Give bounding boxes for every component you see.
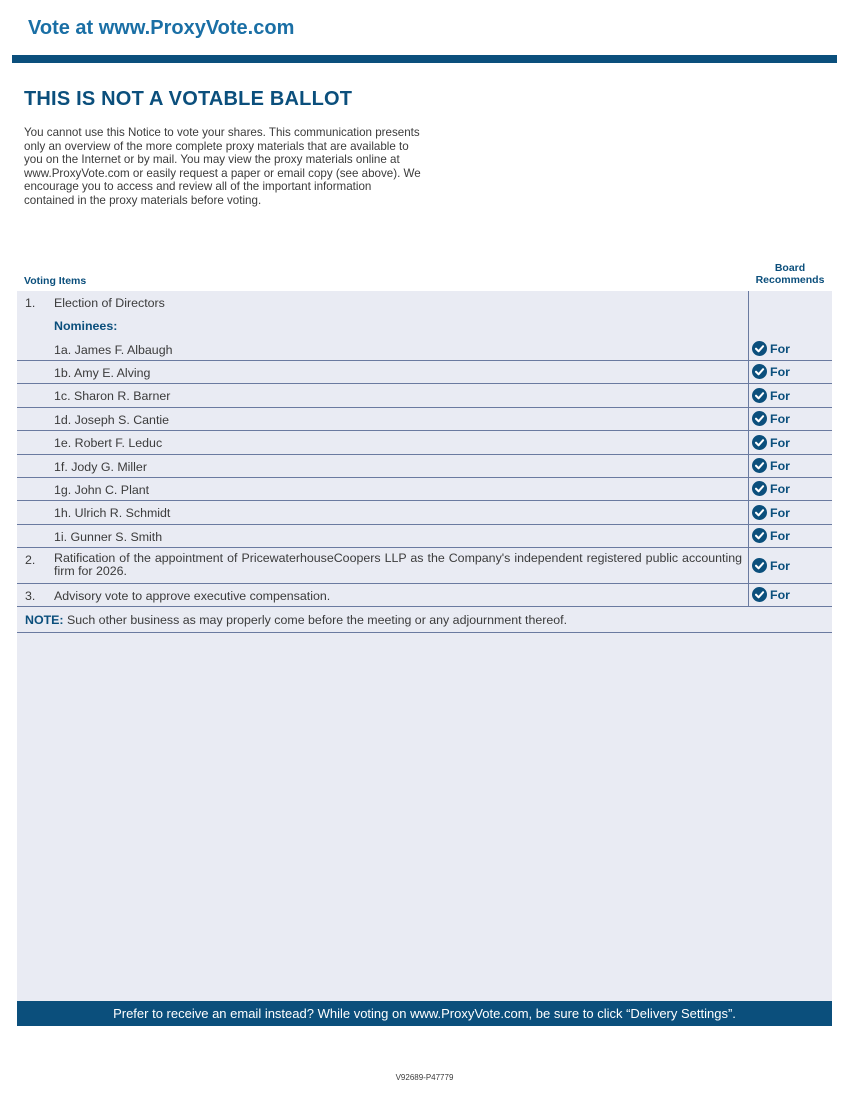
item-number: 1.	[25, 296, 36, 310]
voting-items-header: Voting Items	[24, 275, 87, 287]
recommendation-label: For	[770, 435, 790, 450]
nominee-row	[17, 455, 832, 478]
proposal-number: 3.	[25, 589, 36, 603]
recommendation-label: For	[770, 505, 790, 520]
email-delivery-banner: Prefer to receive an email instead? While voting on www.ProxyVote.com, be sure to click “Delivery Settings”.	[17, 1001, 832, 1026]
check-circle-icon	[752, 558, 767, 573]
check-circle-icon	[752, 364, 767, 379]
note-text	[25, 613, 567, 627]
recommendation	[752, 364, 790, 379]
recommendation	[752, 481, 790, 496]
nominee-name: 1f. Jody G. Miller	[54, 460, 147, 474]
recommendation	[752, 528, 790, 543]
check-circle-icon	[752, 481, 767, 496]
check-circle-icon	[752, 458, 767, 473]
nominee-row	[17, 478, 832, 501]
recommendation	[752, 411, 790, 426]
check-circle-icon	[752, 505, 767, 520]
recommendation	[752, 341, 790, 356]
document-code: V92689-P47779	[395, 1073, 454, 1082]
proposal-row	[17, 548, 832, 584]
note-body: Such other business as may properly come before the meeting or any adjournment thereof.	[63, 613, 568, 627]
recommendation	[752, 458, 790, 473]
recommendation-label: For	[770, 587, 790, 602]
proposal-row	[17, 584, 832, 607]
nominee-name: 1e. Robert F. Leduc	[54, 436, 163, 450]
board-recommends-header	[749, 262, 831, 286]
voting-items-panel	[17, 291, 832, 1026]
note-row	[17, 607, 832, 633]
board-header-line1: Board	[774, 262, 806, 274]
check-circle-icon	[752, 528, 767, 543]
recommendation-label: For	[770, 364, 790, 379]
nominee-name: 1g. John C. Plant	[54, 483, 150, 497]
check-circle-icon	[752, 388, 767, 403]
item-text: Election of Directors	[54, 296, 165, 310]
proposal-number: 2.	[25, 553, 36, 567]
recommendation-label: For	[770, 388, 790, 403]
nominee-name: 1c. Sharon R. Barner	[54, 389, 171, 403]
nominee-name: 1d. Joseph S. Cantie	[54, 413, 170, 427]
header-title: Vote at www.ProxyVote.com	[28, 17, 295, 39]
nominee-row	[17, 431, 832, 455]
recommendation	[752, 435, 790, 450]
nominee-row	[17, 384, 832, 408]
recommendation	[752, 505, 790, 520]
header-divider	[12, 55, 837, 63]
recommendation	[752, 587, 790, 602]
recommendation-label: For	[770, 558, 790, 573]
board-header-line2: Recommends	[755, 274, 825, 286]
recommendation	[752, 388, 790, 403]
check-circle-icon	[752, 411, 767, 426]
recommendation-label: For	[770, 481, 790, 496]
ballot-title: THIS IS NOT A VOTABLE BALLOT	[24, 88, 353, 110]
recommendation-label: For	[770, 411, 790, 426]
proposal-text: Advisory vote to approve executive compensation.	[54, 589, 331, 603]
nominee-row	[17, 525, 832, 548]
recommendation-label: For	[770, 458, 790, 473]
nominee-row	[17, 408, 832, 431]
recommendation-label: For	[770, 528, 790, 543]
check-circle-icon	[752, 435, 767, 450]
proposal-text: Ratification of the appointment of PricewaterhouseCoopers LLP as the Company's independent registered public accounting firm for 2026.	[54, 551, 742, 578]
note-label: NOTE:	[25, 613, 64, 627]
nominees-label: Nominees:	[54, 319, 118, 333]
nominee-row	[17, 361, 832, 384]
nominee-name: 1i. Gunner S. Smith	[54, 530, 163, 544]
nominee-name: 1a. James F. Albaugh	[54, 343, 173, 357]
intro-paragraph: You cannot use this Notice to vote your shares. This communication presents only an overview of the more complete proxy materials that are available to you on the Internet or by mail. You may view the proxy materials online at www.ProxyVote.com or easily request a paper or email copy (see above). We encourage you to access and review all of the important information contained in the proxy materials before voting.	[24, 126, 421, 207]
check-circle-icon	[752, 587, 767, 602]
check-circle-icon	[752, 341, 767, 356]
nominee-row	[17, 338, 832, 361]
nominee-name: 1b. Amy E. Alving	[54, 366, 151, 380]
nominee-row	[17, 501, 832, 525]
recommendation-label: For	[770, 341, 790, 356]
nominee-name: 1h. Ulrich R. Schmidt	[54, 506, 171, 520]
recommendation	[752, 558, 790, 573]
